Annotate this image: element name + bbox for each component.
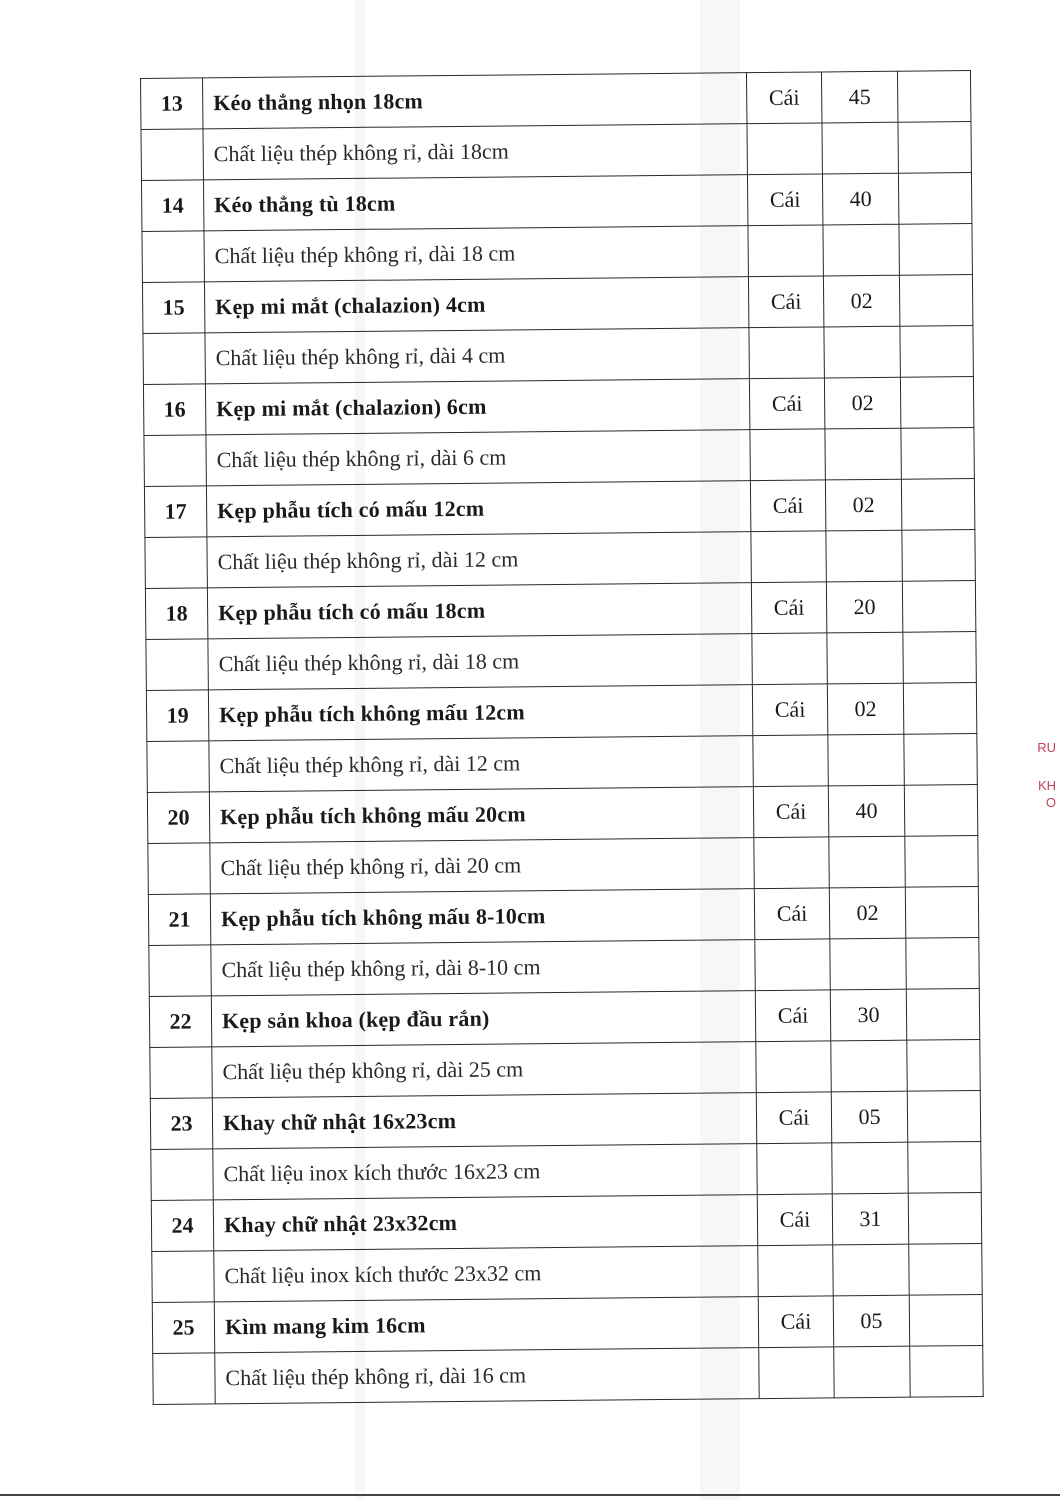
item-quantity-empty xyxy=(831,1040,907,1092)
table-row xyxy=(141,122,971,181)
item-unit-empty xyxy=(756,1041,831,1093)
item-quantity: 40 xyxy=(822,173,898,225)
item-description: Chất liệu thép không rỉ, dài 25 cm xyxy=(212,1042,756,1098)
item-unit-empty xyxy=(750,429,825,481)
item-description: Chất liệu thép không rỉ, dài 8-10 cm xyxy=(211,940,755,996)
item-number-empty xyxy=(141,129,203,181)
item-unit-empty xyxy=(751,531,826,583)
item-quantity: 05 xyxy=(831,1091,907,1143)
item-number-empty xyxy=(144,435,206,487)
item-note xyxy=(898,122,971,174)
item-number: 15 xyxy=(142,282,204,334)
item-description: Chất liệu inox kích thước 16x23 cm xyxy=(213,1144,757,1200)
item-note xyxy=(899,275,972,327)
table-row xyxy=(145,530,975,589)
item-description: Chất liệu thép không rỉ, dài 18 cm xyxy=(208,634,752,690)
item-name: Khay chữ nhật 16x23cm xyxy=(212,1093,756,1149)
item-unit: Cái xyxy=(750,480,825,532)
item-quantity-empty xyxy=(828,734,904,786)
item-number-empty xyxy=(150,1047,212,1099)
item-note xyxy=(907,1090,980,1142)
margin-mark: RU xyxy=(1037,740,1056,755)
margin-mark: O xyxy=(1045,795,1056,810)
item-note xyxy=(902,581,975,633)
item-number: 24 xyxy=(151,1200,213,1252)
item-name: Khay chữ nhật 23x32cm xyxy=(213,1195,757,1251)
table-row xyxy=(151,1141,981,1200)
table-row xyxy=(149,988,979,1047)
item-name: Kéo thẳng tù 18cm xyxy=(203,175,747,231)
item-note xyxy=(900,377,973,429)
item-name: Kẹp phẫu tích có mấu 18cm xyxy=(207,583,751,639)
item-note xyxy=(906,988,979,1040)
item-quantity: 02 xyxy=(823,275,899,327)
item-quantity-empty xyxy=(822,122,898,174)
item-note xyxy=(898,173,971,225)
page-bottom-rule xyxy=(0,1494,1060,1496)
table-row xyxy=(147,733,977,792)
item-quantity: 30 xyxy=(830,989,906,1041)
table-row xyxy=(143,377,973,436)
item-number: 16 xyxy=(143,384,205,436)
item-quantity-empty xyxy=(830,938,906,990)
item-quantity: 02 xyxy=(829,887,905,939)
item-note xyxy=(908,1141,981,1193)
table-row xyxy=(150,1090,980,1149)
margin-mark: KH xyxy=(1037,778,1056,793)
item-number-empty xyxy=(149,945,211,997)
table-body xyxy=(141,71,984,1405)
item-description: Chất liệu thép không rỉ, dài 20 cm xyxy=(210,838,754,894)
table-row xyxy=(146,682,976,741)
item-number-empty xyxy=(148,843,210,895)
item-description: Chất liệu thép không rỉ, dài 18cm xyxy=(203,124,747,180)
item-quantity: 31 xyxy=(832,1193,908,1245)
item-quantity: 40 xyxy=(828,785,904,837)
item-quantity-empty xyxy=(834,1346,910,1398)
item-note xyxy=(902,530,975,582)
item-note xyxy=(903,682,976,734)
item-unit: Cái xyxy=(751,582,826,634)
item-description: Chất liệu thép không rỉ, dài 12 cm xyxy=(207,532,751,588)
item-unit: Cái xyxy=(748,276,823,328)
item-note xyxy=(901,479,974,531)
item-note xyxy=(909,1243,982,1295)
table-row xyxy=(142,275,972,334)
item-unit-empty xyxy=(755,939,830,991)
item-quantity-empty xyxy=(829,836,905,888)
item-name: Kìm mang kim 16cm xyxy=(214,1297,758,1353)
item-number-empty xyxy=(142,231,204,283)
item-unit: Cái xyxy=(749,378,824,430)
item-unit: Cái xyxy=(753,786,828,838)
item-unit: Cái xyxy=(746,72,821,124)
item-unit: Cái xyxy=(747,174,822,226)
item-note xyxy=(905,835,978,887)
item-number: 25 xyxy=(152,1302,214,1354)
item-name: Kẹp sản khoa (kẹp đầu rắn) xyxy=(211,991,755,1047)
item-unit: Cái xyxy=(757,1194,832,1246)
item-unit-empty xyxy=(752,633,827,685)
item-unit: Cái xyxy=(756,1092,831,1144)
item-unit-empty xyxy=(754,837,829,889)
table-row xyxy=(147,784,977,843)
item-number: 21 xyxy=(148,894,210,946)
table-row xyxy=(144,428,974,487)
item-note xyxy=(904,733,977,785)
item-quantity: 45 xyxy=(821,71,897,123)
table-row xyxy=(144,479,974,538)
item-number-empty xyxy=(147,741,209,793)
item-unit-empty xyxy=(748,225,823,277)
table-row xyxy=(148,835,978,894)
table-row xyxy=(141,173,971,232)
item-quantity: 05 xyxy=(833,1295,909,1347)
item-number: 13 xyxy=(141,78,203,130)
item-number-empty xyxy=(153,1353,215,1405)
item-name: Kéo thẳng nhọn 18cm xyxy=(203,73,747,129)
item-name: Kẹp mi mắt (chalazion) 4cm xyxy=(204,277,748,333)
item-unit-empty xyxy=(759,1347,834,1399)
item-number: 17 xyxy=(144,486,206,538)
item-number-empty xyxy=(151,1149,213,1201)
item-name: Kẹp mi mắt (chalazion) 6cm xyxy=(205,379,749,435)
item-quantity: 20 xyxy=(826,581,902,633)
item-number-empty xyxy=(146,639,208,691)
item-quantity-empty xyxy=(825,428,901,480)
item-note xyxy=(905,886,978,938)
item-name: Kẹp phẫu tích không mấu 12cm xyxy=(208,685,752,741)
item-unit-empty xyxy=(749,327,824,379)
table-row xyxy=(153,1345,983,1404)
item-quantity-empty xyxy=(827,632,903,684)
item-note xyxy=(906,937,979,989)
table-row xyxy=(143,326,973,385)
item-number: 22 xyxy=(149,996,211,1048)
item-note xyxy=(899,224,972,276)
item-description: Chất liệu thép không rỉ, dài 12 cm xyxy=(209,736,753,792)
item-number-empty xyxy=(152,1251,214,1303)
item-note xyxy=(910,1345,983,1397)
item-quantity-empty xyxy=(823,224,899,276)
table-row xyxy=(142,224,972,283)
item-description: Chất liệu inox kích thước 23x32 cm xyxy=(214,1246,758,1302)
equipment-table xyxy=(140,70,984,1405)
item-number: 18 xyxy=(145,588,207,640)
item-unit: Cái xyxy=(758,1296,833,1348)
item-note xyxy=(903,632,976,684)
item-unit: Cái xyxy=(754,888,829,940)
item-unit-empty xyxy=(758,1245,833,1297)
item-number: 14 xyxy=(141,180,203,232)
item-quantity: 02 xyxy=(825,479,901,531)
table-row xyxy=(150,1039,980,1098)
item-number: 20 xyxy=(147,792,209,844)
item-description: Chất liệu thép không rỉ, dài 16 cm xyxy=(215,1348,759,1404)
item-note xyxy=(907,1039,980,1091)
item-name: Kẹp phẫu tích không mấu 8-10cm xyxy=(210,889,754,945)
item-note xyxy=(900,326,973,378)
item-quantity-empty xyxy=(824,326,900,378)
item-unit-empty xyxy=(747,123,822,175)
table-row xyxy=(151,1192,981,1251)
item-name: Kẹp phẫu tích không mấu 20cm xyxy=(209,787,753,843)
item-description: Chất liệu thép không rỉ, dài 4 cm xyxy=(205,328,749,384)
table-row xyxy=(149,937,979,996)
item-description: Chất liệu thép không rỉ, dài 18 cm xyxy=(204,226,748,282)
item-note xyxy=(909,1294,982,1346)
item-description: Chất liệu thép không rỉ, dài 6 cm xyxy=(206,430,750,486)
item-note xyxy=(901,428,974,480)
margin-stamp-fragment xyxy=(1038,700,1060,870)
item-unit-empty xyxy=(753,735,828,787)
item-note xyxy=(897,71,970,123)
table-row xyxy=(145,581,975,640)
item-number-empty xyxy=(145,537,207,589)
item-unit-empty xyxy=(757,1143,832,1195)
item-unit: Cái xyxy=(752,684,827,736)
item-quantity-empty xyxy=(832,1142,908,1194)
table-row xyxy=(152,1243,982,1302)
table-row xyxy=(148,886,978,945)
item-quantity-empty xyxy=(826,530,902,582)
item-note xyxy=(908,1192,981,1244)
item-unit: Cái xyxy=(755,990,830,1042)
item-quantity: 02 xyxy=(827,683,903,735)
item-number: 19 xyxy=(146,690,208,742)
item-number-empty xyxy=(143,333,205,385)
item-quantity: 02 xyxy=(824,377,900,429)
table-row xyxy=(152,1294,982,1353)
item-note xyxy=(904,784,977,836)
item-name: Kẹp phẫu tích có mấu 12cm xyxy=(206,481,750,537)
table-row xyxy=(146,632,976,691)
item-quantity-empty xyxy=(833,1244,909,1296)
table-row xyxy=(141,71,971,130)
item-number: 23 xyxy=(150,1098,212,1150)
